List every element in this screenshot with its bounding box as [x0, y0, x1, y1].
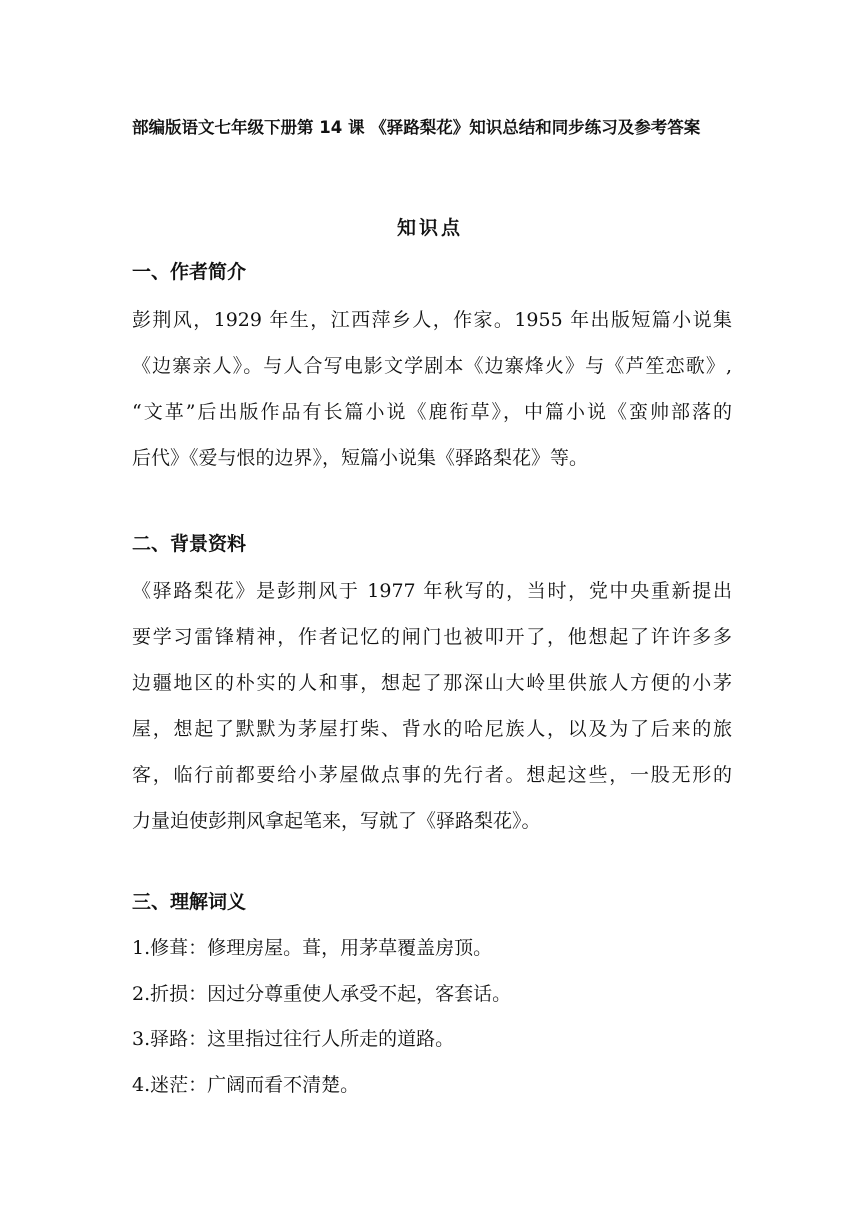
- paragraph-line: 屋，想起了默默为茅屋打柴、背水的哈尼族人，以及为了后来的旅: [132, 718, 732, 740]
- section-heading-author: 一、作者简介: [132, 261, 247, 283]
- document-title: 部编版语文七年级下册第 14 课 《驿路梨花》知识总结和同步练习及参考答案: [132, 118, 701, 137]
- paragraph-line: “文革”后出版作品有长篇小说《鹿衔草》，中篇小说《蛮帅部落的: [132, 401, 732, 423]
- section-author-paragraph: [132, 297, 732, 481]
- vocabulary-item: 3.驿路：这里指过往行人所走的道路。: [132, 1028, 455, 1050]
- vocabulary-item: 2.折损：因过分尊重使人承受不起，客套话。: [132, 983, 512, 1005]
- vocabulary-item: 4.迷茫：广阔而看不清楚。: [132, 1074, 360, 1096]
- section-background-paragraph: [132, 568, 732, 844]
- paragraph-line: 力量迫使彭荆风拿起笔来，写就了《驿路梨花》。: [132, 810, 541, 832]
- paragraph-line: 客，临行前都要给小茅屋做点事的先行者。想起这些，一股无形的: [132, 764, 732, 786]
- vocabulary-item: 1.修葺：修理房屋。葺，用茅草覆盖房顶。: [132, 937, 493, 959]
- section-heading-background: 二、背景资料: [132, 533, 247, 555]
- knowledge-heading: 知识点: [396, 217, 463, 239]
- paragraph-line: 《边寨亲人》。与人合写电影文学剧本《边寨烽火》与《芦笙恋歌》,: [132, 355, 732, 377]
- paragraph-line: 《驿路梨花》是彭荆风于 1977 年秋写的，当时，党中央重新提出: [132, 580, 732, 602]
- paragraph-line: 边疆地区的朴实的人和事，想起了那深山大岭里供旅人方便的小茅: [132, 672, 732, 694]
- paragraph-line: 后代》《爱与恨的边界》，短篇小说集《驿路梨花》等。: [132, 447, 589, 469]
- section-heading-vocabulary: 三、理解词义: [132, 891, 247, 913]
- paragraph-line: 要学习雷锋精神，作者记忆的闸门也被叩开了，他想起了许许多多: [132, 626, 732, 648]
- paragraph-line: 彭荆风，1929 年生，江西萍乡人，作家。1955 年出版短篇小说集: [132, 309, 732, 331]
